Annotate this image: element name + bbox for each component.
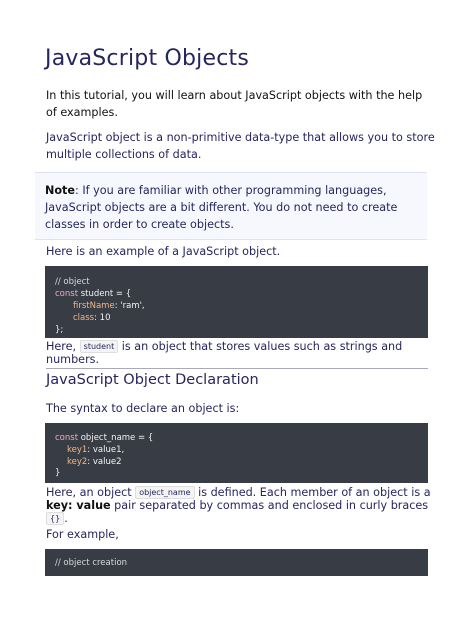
code-block-creation: [45, 549, 428, 576]
code-block-syntax: const object_name = { key1: value1, key2: value2 }: [45, 423, 428, 483]
example-intro: Here is an example of a JavaScript object.: [46, 245, 281, 258]
note-label: Note: [45, 184, 75, 197]
code-property: class: [73, 313, 95, 323]
code-comment: // object: [55, 277, 90, 287]
code-property: key2: [67, 457, 88, 467]
note-box: [35, 172, 427, 240]
section-heading: JavaScript Object Declaration: [46, 372, 259, 388]
code-property: firstName: [73, 301, 115, 311]
code-keyword: const: [55, 289, 79, 299]
inline-code-braces: {}: [46, 512, 64, 525]
code-comment: // object creation: [55, 558, 128, 568]
bold-key-value: key: value: [46, 499, 111, 512]
explain-student: Here, student is an object that stores values such as strings and numbers.: [46, 340, 403, 366]
page-title: JavaScript Objects: [45, 46, 249, 71]
for-example-text: For example,: [46, 528, 119, 541]
code-keyword: const: [55, 433, 79, 443]
note-text: Note: If you are familiar with other programming languages, JavaScript objects are a bit different. You do not need to create classes in order to create objects.: [45, 184, 398, 231]
inline-code-student: student: [80, 340, 119, 353]
intro-text: In this tutorial, you will learn about JavaScript objects with the help of examples.: [46, 89, 423, 119]
code-property: key1: [67, 445, 88, 455]
code-block-object-example: // object const student = { firstName: 'ram', class: 10 };: [45, 266, 428, 338]
explain-object-name: Here, an object object_name is defined. Each member of an object is a key: value pair separated by commas and enclosed in curly braces {} .: [46, 486, 431, 525]
inline-code-object-name: object_name: [135, 486, 194, 499]
section-divider: [46, 368, 428, 369]
syntax-intro: The syntax to declare an object is:: [46, 402, 240, 415]
definition-text: JavaScript object is a non-primitive data-type that allows you to store multiple collections of data.: [46, 131, 435, 161]
